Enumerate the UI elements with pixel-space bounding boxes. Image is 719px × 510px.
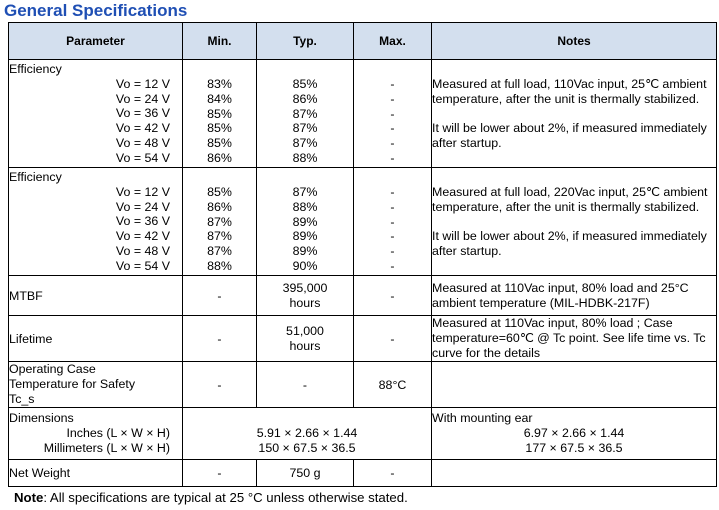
typ-value: 86%: [292, 91, 318, 106]
max-value: -: [390, 214, 395, 229]
typ-value: 90%: [292, 258, 318, 273]
table-row-net-weight: [9, 460, 717, 487]
max-value: -: [354, 316, 432, 362]
min-value: 83%: [207, 77, 232, 91]
min-cell: [183, 168, 257, 276]
min-value: 87%: [207, 229, 232, 244]
typ-value: 89%: [292, 214, 318, 229]
max-cell: [354, 60, 432, 168]
typ-value: 395,000: [282, 280, 328, 295]
footer-note-text: : All specifications are typical at 25 °C unless otherwise stated.: [43, 490, 408, 505]
note-line: ambient temperature (MIL-HDBK-217F): [432, 295, 650, 310]
param-label: Net Weight: [9, 460, 183, 487]
dim-mm-value: 150 × 67.5 × 36.5: [258, 440, 356, 455]
max-value: -: [390, 199, 395, 214]
note-line: It will be lower about 2%, if measured immediately: [432, 121, 707, 136]
note-line: Measured at full load, 220Vac input, 25℃ ambient: [432, 185, 708, 199]
param-label: Efficiency: [9, 170, 62, 184]
vo-label: Vo = 36 V: [115, 106, 170, 121]
param-label: Lifetime: [9, 316, 183, 362]
notes-cell: [432, 60, 717, 168]
max-value: -: [390, 185, 395, 199]
vo-label: Vo = 24 V: [115, 199, 170, 214]
typ-value: 88%: [292, 199, 318, 214]
typ-value: 87%: [292, 185, 318, 199]
vo-label: Vo = 48 V: [115, 135, 170, 150]
footer-note: [14, 490, 408, 505]
vo-label: Vo = 54 V: [115, 150, 170, 165]
note-line: Measured at full load, 110Vac input, 25℃ ambient: [432, 77, 707, 91]
min-value: -: [183, 316, 257, 362]
vo-label: Vo = 36 V: [115, 214, 170, 229]
note-dim-inches: 6.97 × 2.66 × 1.44: [523, 426, 625, 441]
vo-label: Vo = 42 V: [115, 229, 170, 244]
notes-cell: [432, 408, 717, 460]
max-value: -: [390, 150, 395, 165]
param-label: Efficiency: [9, 62, 62, 76]
dimensions-value-cell: [183, 408, 432, 460]
param-label: Temperature for Safety: [9, 377, 136, 392]
table-row-lifetime: [9, 316, 717, 362]
min-value: 84%: [207, 91, 232, 106]
min-value: 85%: [207, 121, 232, 136]
typ-value: 88%: [292, 150, 318, 165]
param-label: MTBF: [9, 276, 183, 316]
min-value: 88%: [207, 258, 232, 273]
table-row-efficiency-220: [9, 168, 717, 276]
typ-value: hours: [289, 295, 321, 310]
header-min: Min.: [183, 23, 257, 60]
typ-value: 750 g: [257, 460, 354, 487]
note-line: after startup.: [432, 244, 502, 259]
min-value: 85%: [207, 136, 232, 151]
typ-cell: [257, 276, 354, 316]
vo-label: Vo = 12 V: [115, 76, 170, 91]
dim-mm-label: Millimeters (L × W × H): [43, 440, 170, 455]
min-value: 85%: [207, 185, 232, 199]
param-label: Operating Case: [9, 362, 96, 377]
vo-label: Vo = 12 V: [115, 184, 170, 199]
note-line: temperature, after the unit is thermally stabilized.: [432, 199, 700, 214]
typ-cell: [257, 168, 354, 276]
max-value: -: [390, 229, 395, 244]
max-value: -: [390, 258, 395, 273]
table-row-efficiency-110: [9, 60, 717, 168]
notes-cell: [432, 276, 717, 316]
min-value: -: [183, 276, 257, 316]
param-cell: [9, 168, 183, 276]
vo-label: Vo = 48 V: [115, 243, 170, 258]
note-dim-mm: 177 × 67.5 × 36.5: [525, 440, 623, 455]
param-label: Tc_s: [9, 391, 35, 406]
param-cell: [9, 362, 183, 408]
max-value: 88°C: [354, 362, 432, 408]
notes-cell: [432, 362, 717, 408]
typ-value: 85%: [292, 77, 318, 91]
table-row-operating-case: [9, 362, 717, 408]
typ-value: 89%: [292, 244, 318, 259]
max-value: -: [390, 244, 395, 259]
vo-label: Vo = 24 V: [115, 91, 170, 106]
typ-value: 87%: [292, 106, 318, 121]
table-row-dimensions: [9, 408, 717, 460]
max-cell: [354, 168, 432, 276]
note-line: With mounting ear: [432, 411, 533, 426]
max-value: -: [354, 460, 432, 487]
vo-label: Vo = 42 V: [115, 121, 170, 136]
header-notes: Notes: [432, 23, 717, 60]
typ-value: 87%: [292, 121, 318, 136]
min-value: 87%: [207, 214, 232, 229]
notes-cell: [432, 168, 717, 276]
max-value: -: [390, 106, 395, 121]
table-row-mtbf: [9, 276, 717, 316]
min-value: 86%: [207, 199, 232, 214]
vo-label: Vo = 54 V: [115, 258, 170, 273]
header-row: [9, 23, 717, 60]
typ-cell: [257, 316, 354, 362]
dim-inches-value: 5.91 × 2.66 × 1.44: [256, 426, 358, 441]
header-typ: Typ.: [257, 23, 354, 60]
max-value: -: [354, 276, 432, 316]
max-value: -: [390, 91, 395, 106]
max-value: -: [390, 121, 395, 136]
note-line: curve for the details: [432, 345, 541, 360]
note-line: after startup.: [432, 136, 502, 151]
max-value: -: [390, 77, 395, 91]
param-label: Dimensions: [9, 411, 74, 426]
min-value: -: [183, 362, 257, 408]
note-line: temperature=60℃ @ Tc point. See life time vs. Tc: [432, 330, 706, 345]
min-cell: [183, 60, 257, 168]
note-line: Measured at 110Vac input, 80% load and 25°C: [432, 280, 689, 295]
note-line: temperature, after the unit is thermally stabilized.: [432, 91, 700, 106]
min-value: 86%: [207, 150, 232, 165]
header-parameter: Parameter: [9, 23, 183, 60]
param-cell: [9, 60, 183, 168]
note-line: It will be lower about 2%, if measured immediately: [432, 229, 707, 244]
typ-value: 51,000: [286, 323, 324, 338]
min-value: -: [183, 460, 257, 487]
section-title: General Specifications: [4, 1, 188, 20]
param-cell: [9, 408, 183, 460]
typ-value: -: [257, 362, 354, 408]
typ-cell: [257, 60, 354, 168]
typ-value: 89%: [292, 229, 318, 244]
max-value: -: [390, 136, 395, 151]
footer-note-label: Note: [14, 490, 44, 505]
typ-value: hours: [289, 338, 321, 353]
specifications-table: [8, 22, 717, 487]
dim-inches-label: Inches (L × W × H): [66, 426, 170, 441]
min-value: 85%: [207, 106, 232, 121]
header-max: Max.: [354, 23, 432, 60]
min-value: 87%: [207, 244, 232, 259]
notes-cell: [432, 316, 717, 362]
typ-value: 87%: [292, 136, 318, 151]
note-line: Measured at 110Vac input, 80% load ; Case: [432, 316, 673, 330]
notes-cell: [432, 460, 717, 487]
